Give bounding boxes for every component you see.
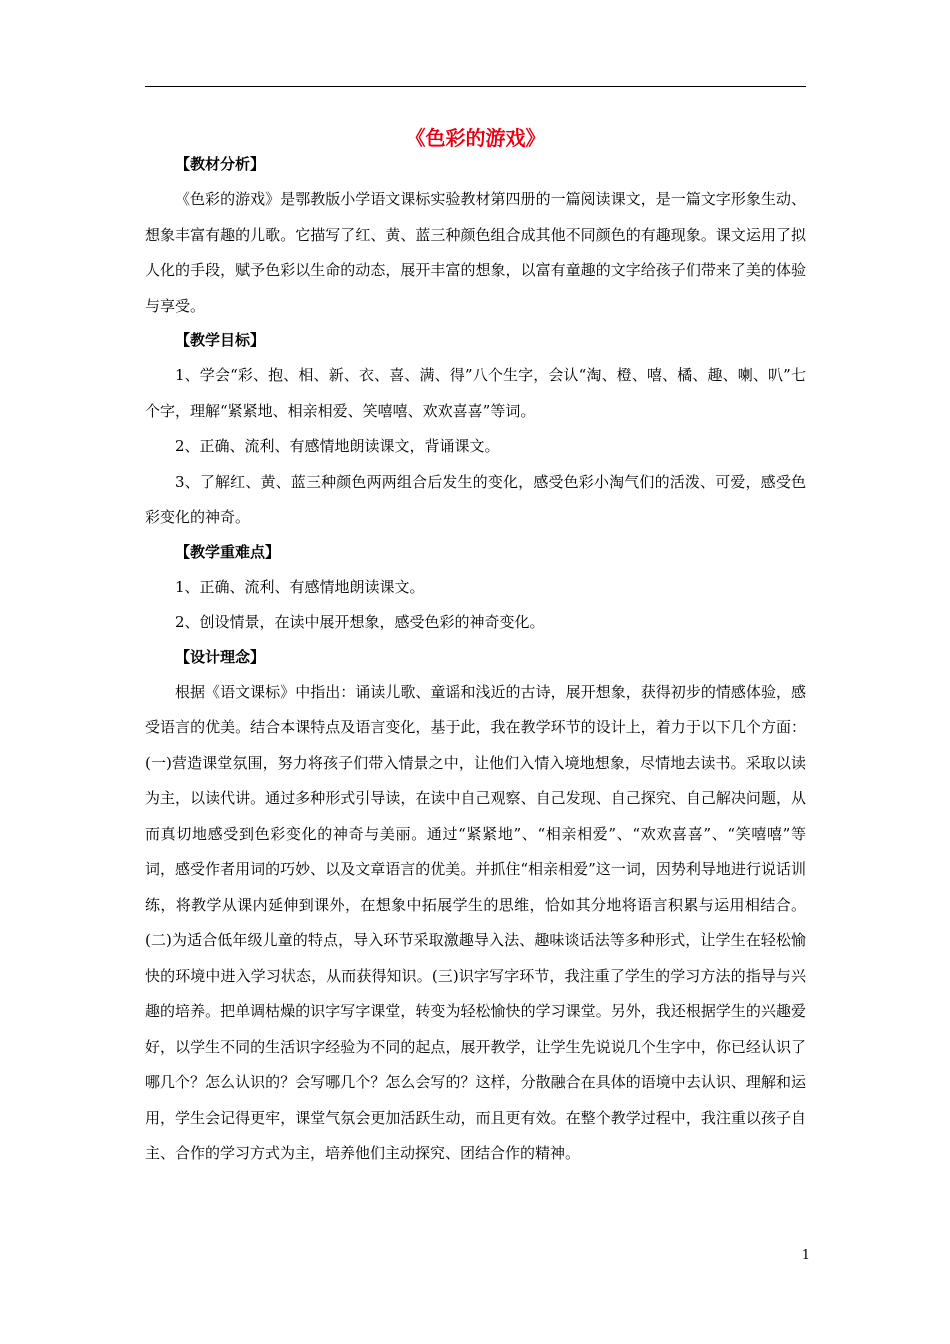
section-heading: 【设计理念】	[175, 647, 266, 666]
paragraph: 2、正确、流利、有感情地朗读课文，背诵课文。	[175, 437, 500, 455]
paragraph: 2、创设情景，在读中展开想象，感受色彩的神奇变化。	[175, 613, 545, 631]
document-title: 《色彩的游戏》	[405, 126, 546, 150]
section-heading: 【教材分析】	[175, 155, 266, 173]
section-textbook-analysis	[145, 152, 806, 324]
paragraph: 1、正确、流利、有感情地朗读课文。	[175, 577, 425, 596]
document-body	[145, 148, 806, 1176]
header-rule	[145, 86, 806, 87]
section-design-concept	[145, 645, 806, 1172]
section-heading: 【教学目标】	[175, 331, 266, 349]
paragraph: 根据《语文课标》中指出：诵读儿歌、童谣和浅近的古诗，展开想象，获得初步的情感体验，感受语言的优美。结合本课特点及语言变化，基于此，我在教学环节的设计上，着力于以下几个方面：(一)营造课堂氛围，努力将孩子们带入情景之中，让他们入情入境地想象，尽情地去读书。采取以读为主，以读代讲。通过多种形式引导读，在读中自己观察、自己发现、自己探究、自己解决问题，从而真切地感受到色彩变化的神奇与美丽。通过“紧紧地”、“相亲相爱”、“欢欢喜喜”、“笑嘻嘻”等词，感受作者用词的巧妙、以及文章语言的优美。并抓住“相亲相爱”这一词，因势利导地进行说话训练，将教学从课内延伸到课外，在想象中拓展学生的思维，恰如其分地将语言积累与运用相结合。(二)为适合低年级儿童的特点，导入环节采取激趣导入法、趣味谈话法等多种形式，让学生在轻松愉快的环境中进入学习状态，从而获得知识。(三)识字写字环节，我注重了学生的学习方法的指导与兴趣的培养。把单调枯燥的识字写字课堂，转变为轻松愉快的学习课堂。另外，我还根据学生的兴趣爱好，以学生不同的生活识字经验为不同的起点，展开教学，让学生先说说几个生字中，你已经认识了哪几个？怎么认识的？会写哪几个？怎么会写的？这样，分散融合在具体的语境中去认识、理解和运用，学生会记得更牢，课堂气氛会更加活跃生动，而且更有效。在整个教学过程中，我注重以孩子自主、合作的学习方式为主，培养他们主动探究、团结合作的精神。	[145, 682, 806, 1162]
page-number: 1	[801, 1248, 810, 1263]
paragraph: 1、学会“彩、抱、相、新、衣、喜、满、得”八个生字，会认“淘、橙、嘻、橘、趣、喇、叭”七个字，理解“紧紧地、相亲相爱、笑嘻嘻、欢欢喜喜”等词。	[145, 366, 806, 420]
paragraph: 3、了解红、黄、蓝三种颜色两两组合后发生的变化，感受色彩小淘气们的活泼、可爱，感受色彩变化的神奇。	[145, 472, 806, 526]
paragraph: 《色彩的游戏》是鄂教版小学语文课标实验教材第四册的一篇阅读课文，是一篇文字形象生动、想象丰富有趣的儿歌。它描写了红、黄、蓝三种颜色组合成其他不同颜色的有趣现象。课文运用了拟人化的手段，赋予色彩以生命的动态，展开丰富的想象，以富有童趣的文字给孩子们带来了美的体验与享受。	[145, 190, 806, 315]
section-teaching-goals	[145, 328, 806, 536]
section-heading: 【教学重难点】	[175, 542, 281, 561]
section-key-difficulties	[145, 540, 806, 641]
